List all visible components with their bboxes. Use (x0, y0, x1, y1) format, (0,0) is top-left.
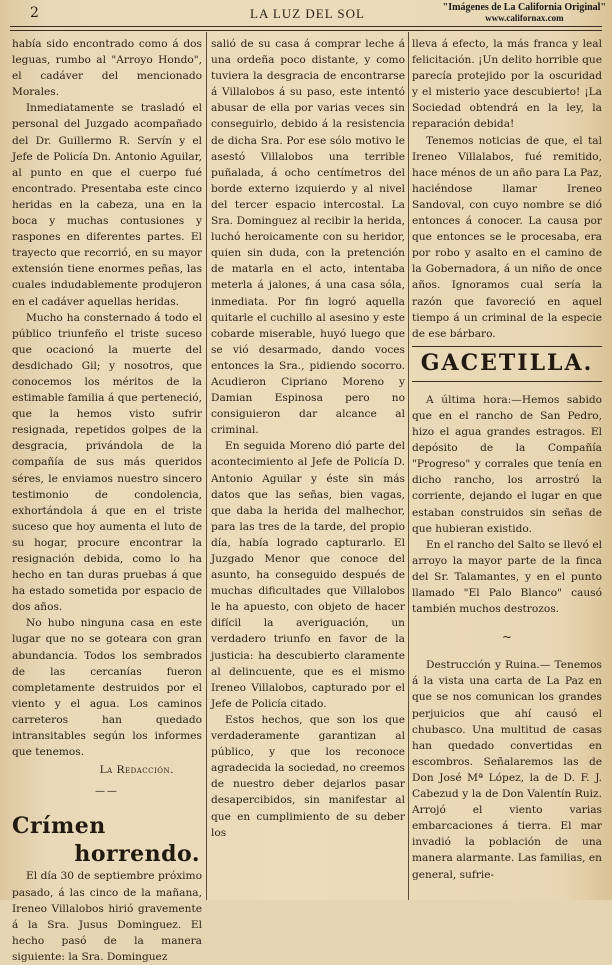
watermark-title: "Imágenes de La California Original" (442, 2, 606, 13)
article-paragraph: El día 30 de septiembre próximo pasado, á las cinco de la mañana, Ireneo Villalobos hirió gravemente á la Sra. Jusus Dominguez. El hecho pasó de la manera siguiente: la Sra. Dominguez (12, 870, 202, 963)
article-paragraph: Tenemos noticias de que, el tal Ireneo Villalabos, fué remitido, hace ménos de un año para La Paz, haciéndose llamar Ireneo Sandoval, con cuyo nombre se dió entonces á conocer. La causa por que entonces se le procesaba, era por robo y asalto en el camino de la Gobernadora, á un niño de once años. Ignoramos cual sería la razón que favoreció en aquel tiempo á un criminal de la especie de ese bárbaro. (412, 134, 602, 340)
article-paragraph: había sido encontrado como á dos leguas, rumbo al "Arroyo Hondo", el cadáver del mencionado Morales. (12, 38, 202, 99)
article-paragraph: No hubo ninguna casa en este lugar que no se goteara con gran abundancia. Todos los sembrados de las cercanías fueron completamente destruidos por el viento y el agua. Los caminos carreteros han quedado intransitables según los informes que tenemos. (12, 617, 202, 759)
spacer (412, 382, 602, 392)
article-headline (12, 812, 202, 868)
ornament-flourish: ~ (501, 630, 513, 645)
article-paragraph: Inmediatamente se trasladó el personal del Juzgado acompañado del Dr. Guillermo R. Servín y el Jefe de Policía Dn. Antonio Aguilar, al punto en que el cuerpo fué encontrado. Presentaba este cinco heridas en la cabeza, una en la boca y muchas contusiones y raspones en diferentes partes. El trayecto que recorrió, en su mayor extensión tiene enormes peñas, las cuales indudablemente produjeron en el cadáver aquellas heridas. (12, 102, 202, 308)
article-paragraph: A última hora:—Hemos sabido que en el rancho de San Pedro, hizo el agua grandes estragos. El depósito de la Compañía "Progreso" y corrales que tenía en dicho rancho, los arrostró la corriente, dejando el lugar en que estaban construidos sin señas de que hubieran existido. (412, 393, 602, 535)
article-paragraph: Mucho ha consternado á todo el público triunfeño el triste suceso que ocacionó la muerte del desdichado Gil; y nosotros, que conocemos los méritos de la estimable familia á que perteneció, que la hemos visto sufrir resignada, repetidos golpes de la desgracia, privándola de la compañía de sus más queridos séres, le enviamos nuestro sincero testimonio de condolencia, exhortándola á que en el triste suceso que hoy aumenta el luto de su hogar, procure encontrar la resignación debida, como lo ha hecho en tan duras pruebas á que ha estado sometida por espacio de dos años. (12, 311, 202, 614)
masthead: LA LUZ DEL SOL (250, 6, 365, 21)
column-2 (211, 36, 405, 900)
article-paragraph: Estos hechos, que son los que verdaderamente garantizan al público, y que los reconoce agradecida la sociedad, no creemos de nuestro deber dejarlos pasar desapercibidos, sin manifestar al que en cumplimiento de su deber los (211, 713, 405, 839)
column-1 (12, 36, 202, 963)
headline-line-1: Crímen (12, 813, 106, 840)
watermark (443, 2, 606, 24)
column-3 (412, 36, 602, 900)
page-header (0, 0, 612, 36)
column-divider (408, 32, 409, 900)
article-paragraph: lleva á efecto, la más franca y leal felicitación. ¡Un delito horrible que parecía protejido por la oscuridad y el misterio yace descubierto! ¡La Sociedad obtendrá en la ley, la reparación debida! (412, 38, 602, 131)
article-paragraph: salió de su casa á comprar leche á una ordeña poco distante, y como tuviera la desgracia de encontrarse á Villalobos á su paso, este intentó abusar de ella por varias veces sin conseguirlo, debido á la resistencia de dicha Sra. Por ese sólo motivo le asestó Villalobos una terrible puñalada, á ocho centímetros del borde externo izquierdo y al nivel del tercer espacio intercostal. La Sra. Dominguez al recibir la herida, luchó heroicamente con su heridor, quien sin duda, con la pretención de matarla en el acto, intentaba meterla á jalones, á una casa sóla, inmediata. Por fin logró aquella quitarle el cuchillo al asesino y este cobarde miserable, huyó luego que se vió desarmado, dando voces entonces la Sra., pidiendo socorro. Acudieron Cipriano Moreno y Damian Espinosa pero no consiguieron dar alcance al criminal. (211, 38, 405, 437)
column-divider (206, 32, 207, 900)
separator-dash: —— (95, 786, 119, 798)
watermark-url: www.californax.com (485, 13, 564, 23)
article-paragraph: Destrucción y Ruina.— Tenemos á la vista una carta de La Paz en que se nos comunican los grandes perjuicios que ahí causó el chubasco. Una multitud de casas han quedado convertidas en escombros. Señalaremos las de Don José Mª López, la de D. F. J. Cabezud y la de Don Valentín Ruiz. Arrojó el viento varias embarcaciones á tierra. El mar invadió la población de una manera alarmante. Las familias, en general, sufrie- (412, 659, 602, 881)
page-number: 2 (30, 5, 39, 21)
header-rule (10, 26, 602, 31)
article-paragraph: En seguida Moreno dió parte del acontecimiento al Jefe de Policía D. Antonio Aguilar y éste sin más datos que las señas, bien vagas, que daba la herida del malhechor, para las tres de la tarde, del propio día, había logrado capturarlo. El Juzgado Menor que conoce del asunto, ha conseguido después de muchas dificultades que Villalobos le ha apuesto, con objeto de hacer difícil la averiguación, un verdadero triunfo en favor de la justicia: ha descubierto claramente al delincuente, que es el mismo Ireneo Villalobos, capturado por el Jefe de Policía citado. (211, 440, 405, 710)
signature: La Redacción. (99, 764, 174, 777)
article-paragraph: En el rancho del Salto se llevó el arroyo la mayor parte de la finca del Sr. Talamantes, y en el punto llamado "El Palo Blanco" causó también muchos destrozos. (412, 538, 602, 616)
section-title: GACETILLA. (420, 349, 594, 376)
headline-line-2: horrendo. (74, 841, 200, 868)
